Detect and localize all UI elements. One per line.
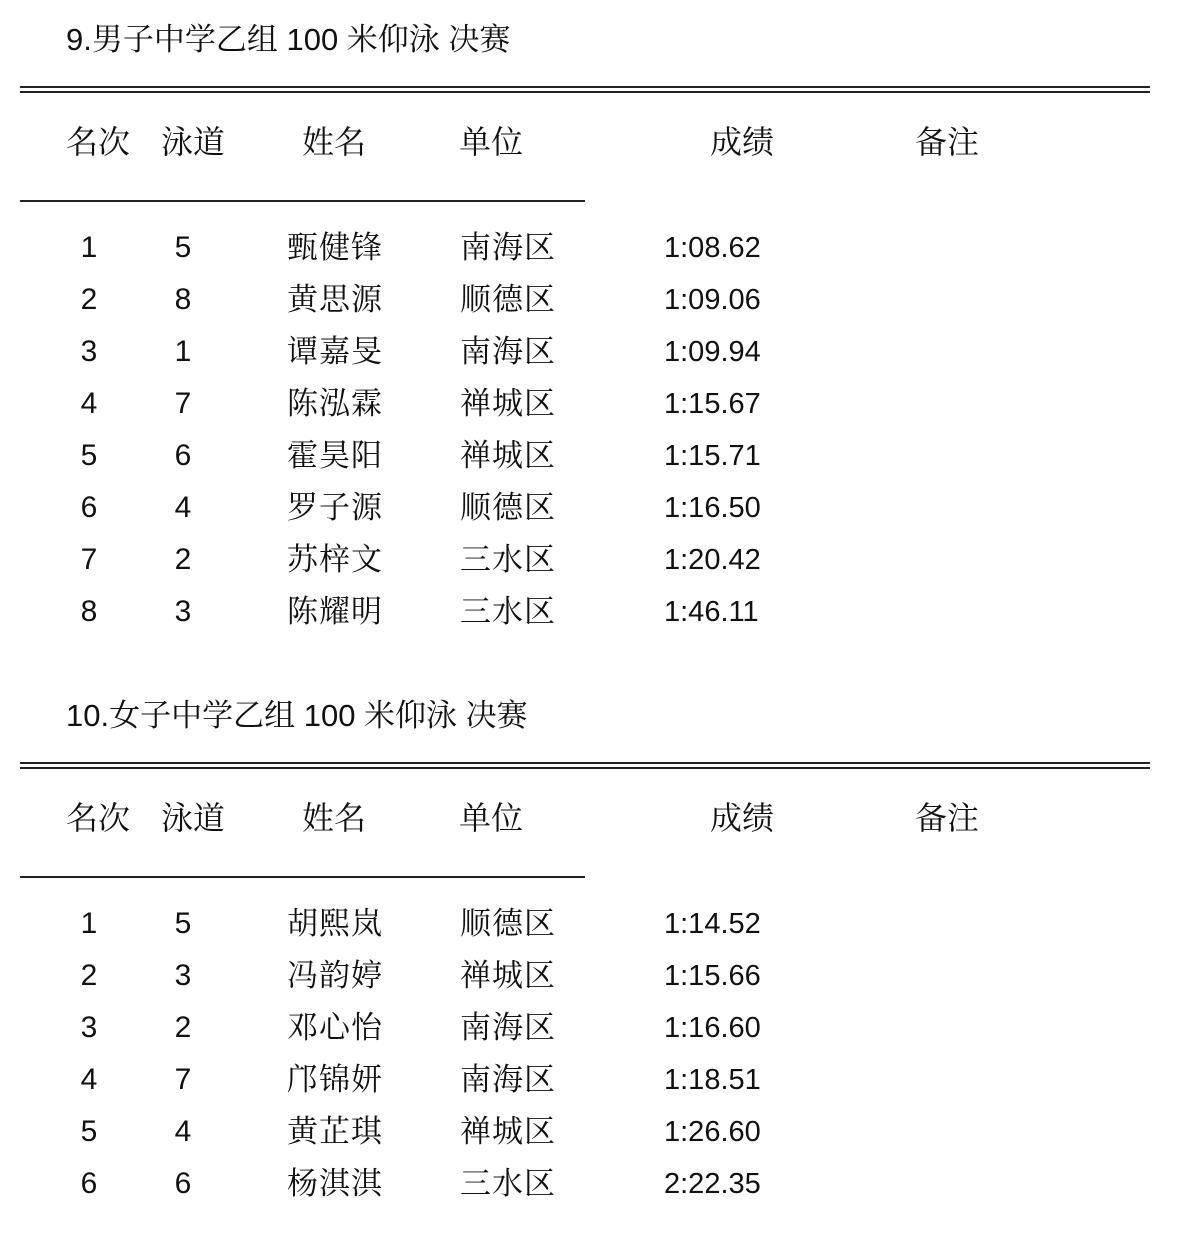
rank-cell: 6	[80, 491, 98, 524]
double-divider	[20, 762, 1150, 769]
table-header	[0, 796, 1177, 840]
table-row	[0, 222, 1177, 274]
header-divider	[20, 876, 585, 878]
table-row	[0, 534, 1177, 586]
time-cell: 1:18.51	[664, 1064, 761, 1096]
header-rank: 名次	[66, 123, 131, 161]
table-row	[0, 482, 1177, 534]
unit-cell: 顺德区	[460, 282, 556, 318]
time-cell: 1:15.66	[664, 960, 761, 992]
lane-cell: 4	[174, 491, 192, 524]
rank-cell: 1	[80, 231, 98, 264]
time-cell: 1:08.62	[664, 232, 761, 264]
header-unit: 单位	[459, 799, 524, 837]
table-row	[0, 1002, 1177, 1054]
unit-cell: 南海区	[460, 230, 556, 266]
table-row	[0, 378, 1177, 430]
table-row	[0, 274, 1177, 326]
lane-cell: 3	[174, 959, 192, 992]
unit-cell: 禅城区	[460, 386, 556, 422]
header-lane: 泳道	[161, 123, 226, 161]
unit-cell: 三水区	[460, 594, 556, 630]
time-cell: 1:09.06	[664, 284, 761, 316]
rank-cell: 1	[80, 907, 98, 940]
table-row	[0, 1106, 1177, 1158]
time-cell: 1:15.71	[664, 440, 761, 472]
header-note: 备注	[915, 799, 980, 837]
name-cell: 杨淇淇	[287, 1166, 383, 1202]
event-title: 9.男子中学乙组 100 米仰泳 决赛	[66, 22, 511, 57]
rank-cell: 5	[80, 439, 98, 472]
rank-cell: 2	[80, 959, 98, 992]
header-note: 备注	[915, 123, 980, 161]
time-cell: 1:14.52	[664, 908, 761, 940]
unit-cell: 三水区	[460, 1166, 556, 1202]
time-cell: 2:22.35	[664, 1168, 761, 1200]
rank-cell: 6	[80, 1167, 98, 1200]
lane-cell: 5	[174, 231, 192, 264]
results-list	[0, 222, 1177, 638]
header-unit: 单位	[459, 123, 524, 161]
rank-cell: 4	[80, 387, 98, 420]
name-cell: 邓心怡	[287, 1010, 383, 1046]
rank-cell: 3	[80, 335, 98, 368]
lane-cell: 2	[174, 1011, 192, 1044]
time-cell: 1:09.94	[664, 336, 761, 368]
lane-cell: 6	[174, 439, 192, 472]
time-cell: 1:46.11	[664, 596, 759, 628]
time-cell: 1:26.60	[664, 1116, 761, 1148]
name-cell: 冯韵婷	[287, 958, 383, 994]
table-row	[0, 1054, 1177, 1106]
table-row	[0, 1158, 1177, 1210]
header-divider	[20, 200, 585, 202]
rank-cell: 3	[80, 1011, 98, 1044]
name-cell: 黄思源	[287, 282, 383, 318]
unit-cell: 禅城区	[460, 958, 556, 994]
lane-cell: 6	[174, 1167, 192, 1200]
unit-cell: 南海区	[460, 334, 556, 370]
double-divider	[20, 86, 1150, 93]
table-row	[0, 586, 1177, 638]
lane-cell: 4	[174, 1115, 192, 1148]
lane-cell: 2	[174, 543, 192, 576]
time-cell: 1:16.60	[664, 1012, 761, 1044]
header-time: 成绩	[710, 123, 775, 161]
name-cell: 陈泓霖	[287, 386, 383, 422]
name-cell: 陈耀明	[287, 594, 383, 630]
rank-cell: 7	[80, 543, 98, 576]
time-cell: 1:15.67	[664, 388, 761, 420]
results-list	[0, 898, 1177, 1210]
table-header	[0, 120, 1177, 164]
header-name: 姓名	[302, 123, 367, 161]
lane-cell: 8	[174, 283, 192, 316]
lane-cell: 7	[174, 387, 192, 420]
rank-cell: 2	[80, 283, 98, 316]
time-cell: 1:16.50	[664, 492, 761, 524]
header-lane: 泳道	[161, 799, 226, 837]
name-cell: 黄芷琪	[287, 1114, 383, 1150]
rank-cell: 4	[80, 1063, 98, 1096]
lane-cell: 7	[174, 1063, 192, 1096]
unit-cell: 顺德区	[460, 490, 556, 526]
lane-cell: 3	[174, 595, 192, 628]
header-time: 成绩	[710, 799, 775, 837]
table-row	[0, 430, 1177, 482]
unit-cell: 南海区	[460, 1010, 556, 1046]
name-cell: 苏梓文	[287, 542, 383, 578]
lane-cell: 5	[174, 907, 192, 940]
table-row	[0, 950, 1177, 1002]
name-cell: 霍昊阳	[287, 438, 383, 474]
event-title: 10.女子中学乙组 100 米仰泳 决赛	[66, 698, 528, 733]
lane-cell: 1	[174, 335, 192, 368]
unit-cell: 禅城区	[460, 438, 556, 474]
rank-cell: 8	[80, 595, 98, 628]
unit-cell: 南海区	[460, 1062, 556, 1098]
unit-cell: 三水区	[460, 542, 556, 578]
header-name: 姓名	[302, 799, 367, 837]
name-cell: 甄健锋	[287, 230, 383, 266]
unit-cell: 禅城区	[460, 1114, 556, 1150]
name-cell: 邝锦妍	[287, 1062, 383, 1098]
unit-cell: 顺德区	[460, 906, 556, 942]
time-cell: 1:20.42	[664, 544, 761, 576]
name-cell: 罗子源	[287, 490, 383, 526]
table-row	[0, 898, 1177, 950]
name-cell: 谭嘉旻	[287, 334, 383, 370]
table-row	[0, 326, 1177, 378]
rank-cell: 5	[80, 1115, 98, 1148]
name-cell: 胡熙岚	[287, 906, 383, 942]
header-rank: 名次	[66, 799, 131, 837]
